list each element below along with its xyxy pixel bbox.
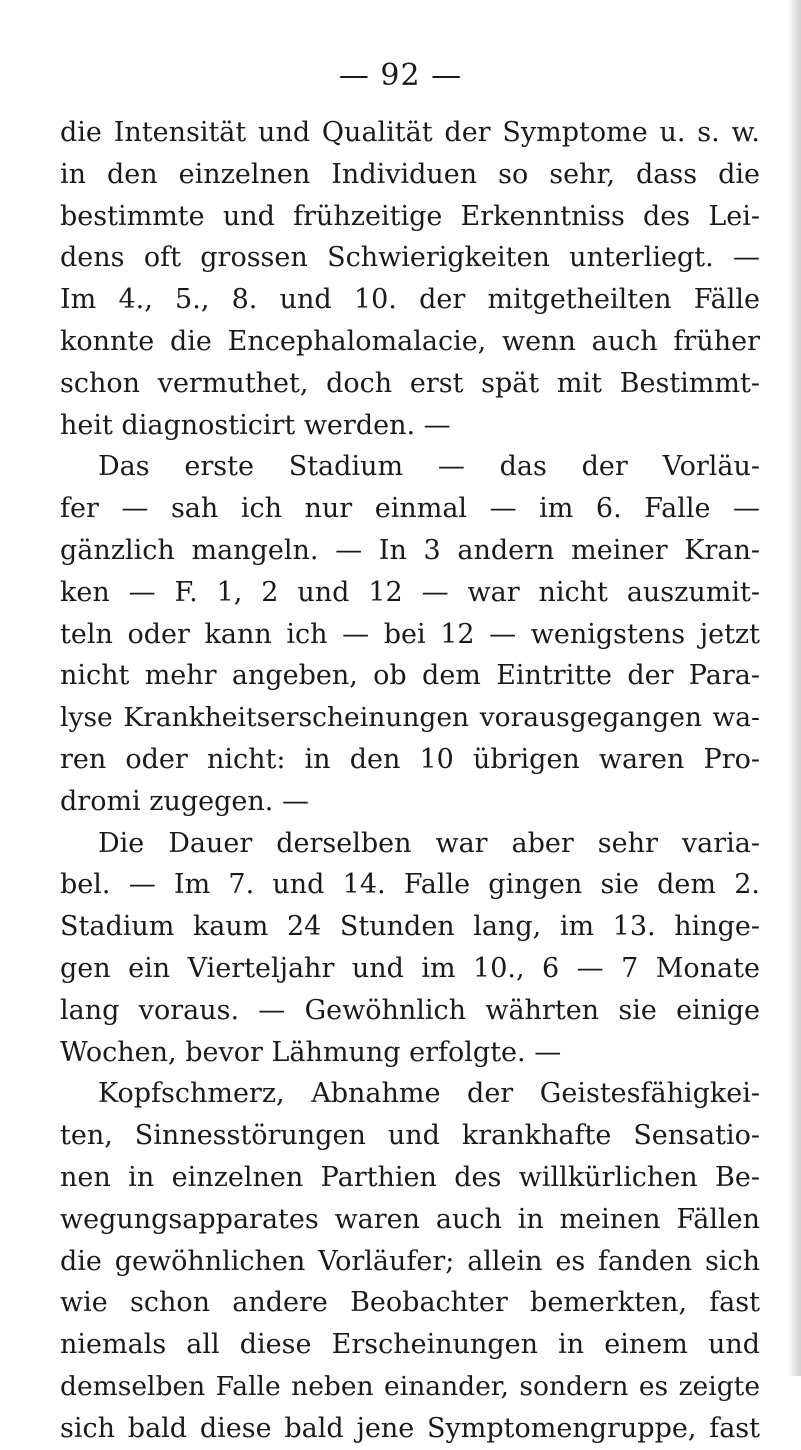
text-line: ken — F. 1, 2 und 12 — war nicht auszumit-	[60, 576, 760, 608]
text-line: die gewöhnlichen Vorläufer; allein es fanden sich	[60, 1245, 760, 1277]
text-line: lang voraus. — Gewöhnlich währten sie einige	[60, 994, 760, 1026]
body-text	[60, 112, 760, 1450]
text-line: dromi zugegen. —	[60, 785, 309, 817]
text-line: dens oft grossen Schwierigkeiten unterliegt. —	[60, 242, 760, 274]
text-line: ren oder nicht: in den 10 übrigen waren Pro-	[60, 743, 760, 775]
text-line: in den einzelnen Individuen so sehr, dass die	[60, 158, 760, 190]
page-edge-shadow	[787, 0, 801, 1376]
text-line: schon vermuthet, doch erst spät mit Bestimmt-	[60, 367, 760, 399]
text-line: gen ein Vierteljahr und im 10., 6 — 7 Monate	[60, 952, 760, 984]
text-line: teln oder kann ich — bei 12 — wenigstens jetzt	[60, 618, 760, 650]
text-line: konnte die Encephalomalacie, wenn auch früher	[60, 325, 760, 357]
text-line: Das erste Stadium — das der Vorläu-	[98, 451, 760, 483]
text-line: niemals all diese Erscheinungen in einem und	[60, 1329, 760, 1361]
text-line: gänzlich mangeln. — In 3 andern meiner Kran-	[60, 534, 760, 566]
text-line: Die Dauer derselben war aber sehr varia-	[98, 827, 760, 859]
text-line: nen in einzelnen Parthien des willkürlichen Be-	[60, 1161, 760, 1193]
text-line: ten, Sinnesstörungen und krankhafte Sensatio-	[60, 1120, 760, 1152]
text-line: bel. — Im 7. und 14. Falle gingen sie dem 2.	[60, 869, 760, 901]
text-line: wegungsapparates waren auch in meinen Fällen	[60, 1203, 760, 1235]
text-line: nicht mehr angeben, ob dem Eintritte der Para-	[60, 660, 760, 692]
text-line: Wochen, bevor Lähmung erfolgte. —	[60, 1036, 562, 1068]
text-line: Im 4., 5., 8. und 10. der mitgetheilten Fälle	[60, 284, 760, 316]
text-line: wie schon andere Beobachter bemerkten, fast	[60, 1287, 760, 1319]
text-line: die Intensität und Qualität der Symptome u. s. w.	[60, 117, 760, 148]
text-line: bestimmte und frühzeitige Erkenntniss des Lei-	[60, 200, 760, 232]
text-line: fer — sah ich nur einmal — im 6. Falle —	[60, 493, 760, 525]
page-number: — 92 —	[338, 58, 463, 93]
text-line: demselben Falle neben einander, sondern es zeigte	[60, 1370, 760, 1402]
text-line: Kopfschmerz, Abnahme der Geistesfähigkei-	[98, 1078, 760, 1110]
text-line: Stadium kaum 24 Stunden lang, im 13. hinge-	[60, 911, 760, 943]
text-line: heit diagnosticirt werden. —	[60, 409, 451, 441]
text-line: sich bald diese bald jene Symptomengruppe, fast	[60, 1412, 760, 1444]
text-line: lyse Krankheitserscheinungen vorausgegangen wa-	[60, 702, 760, 734]
